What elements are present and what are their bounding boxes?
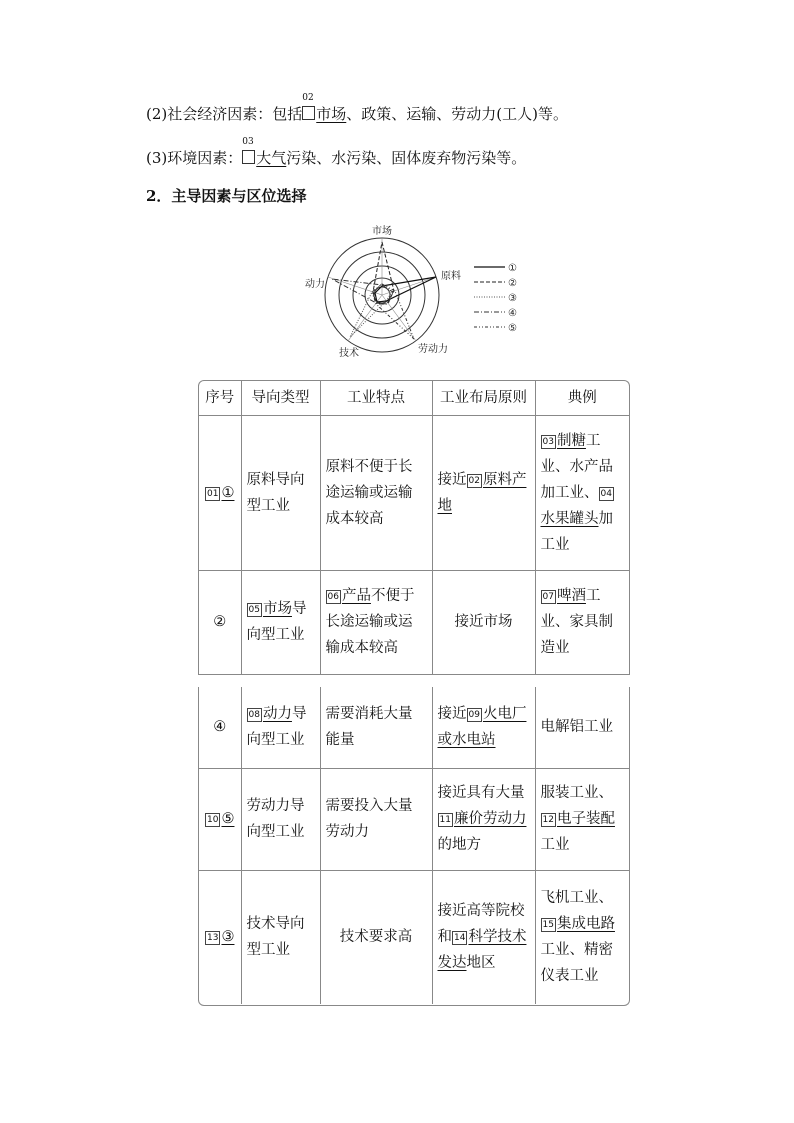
- blank-number: 12: [542, 815, 554, 825]
- axis-label-raw-material: 原料: [441, 271, 461, 282]
- blank-box: [242, 150, 255, 164]
- header-label: 导向类型: [251, 389, 310, 406]
- header-label: 工业特点: [347, 389, 405, 406]
- cell-text: 接近市场: [454, 614, 513, 630]
- blank-number: 11: [439, 815, 451, 825]
- blank-number: 08: [248, 710, 260, 721]
- row-id-cell: [199, 570, 241, 674]
- feature-cell: [320, 415, 432, 570]
- axis-label-labor: 劳动力: [418, 344, 448, 355]
- cell-text: 需要消耗大量能量: [325, 706, 413, 749]
- blank-number: 06: [327, 592, 339, 602]
- orientation-type-cell: [241, 768, 320, 870]
- table-header-cell: [241, 381, 320, 415]
- table-header-cell: [432, 381, 535, 415]
- answer-blank: [205, 811, 234, 827]
- example-cell: [535, 870, 629, 1004]
- legend-item: ⑤: [508, 323, 517, 334]
- cell-text: 原料导向型工业: [246, 471, 305, 514]
- answer-marker: 03: [242, 148, 256, 168]
- principle-cell: [432, 570, 535, 674]
- legend-item: ①: [508, 263, 517, 274]
- answer-text: 科学技术发达: [437, 929, 527, 972]
- header-label: 工业布局原则: [440, 389, 527, 406]
- cell-text: 工业、精密仪表工业: [540, 942, 613, 985]
- legend-item: ③: [508, 293, 517, 304]
- radar-diagram: [302, 222, 532, 360]
- cell-text: 接近具有大量: [437, 785, 525, 801]
- answer-blank: [247, 601, 292, 617]
- answer-blank: [247, 706, 292, 722]
- row-id-cell: [199, 768, 241, 870]
- axis-label-power: 动力: [305, 279, 325, 290]
- industry-table-part1: [198, 380, 630, 675]
- answer-blank: [326, 588, 371, 604]
- cell-text: 接近: [437, 706, 467, 723]
- blank-number: 15: [542, 920, 554, 931]
- blank-number: 13: [207, 933, 219, 944]
- blank-number: 01: [207, 488, 219, 499]
- cell-text: 不便于长途运输或运输成本较高: [325, 588, 415, 656]
- answer-blank: [205, 929, 234, 945]
- row-id-cell: [199, 687, 241, 768]
- blank-number: 10: [207, 815, 219, 825]
- legend-item: ②: [508, 278, 517, 289]
- answer-text: 电子装配: [556, 811, 615, 827]
- header-label: 典例: [567, 389, 597, 406]
- cell-text: 技术导向型工业: [246, 916, 305, 959]
- answer-blank: [205, 485, 234, 501]
- example-cell: [535, 415, 629, 570]
- answer-text: 制糖: [556, 432, 586, 449]
- answer-blank: [438, 811, 527, 827]
- row-id: ③: [221, 929, 235, 946]
- legend-item: ④: [508, 308, 517, 319]
- answer-blank: [541, 588, 586, 604]
- example-cell: [535, 687, 629, 768]
- cell-text: 电解铝工业: [540, 719, 613, 736]
- blank-number: 02: [468, 475, 480, 486]
- cell-text: 导向型工业: [246, 601, 307, 643]
- cell-text: 工业: [540, 837, 570, 853]
- orientation-type-cell: [241, 870, 320, 1004]
- row-id: ⑤: [221, 811, 235, 827]
- table-header-cell: [535, 381, 629, 415]
- answer-text: 市场: [262, 601, 292, 617]
- principle-cell: [432, 768, 535, 870]
- answer-text: 动力: [262, 706, 292, 723]
- cell-text: 技术要求高: [339, 929, 413, 946]
- answer-marker: 02: [302, 104, 316, 124]
- table-header-row: [199, 381, 629, 415]
- answer-blank: [541, 916, 615, 932]
- radar-legend: [474, 263, 517, 334]
- blank-number: 14: [454, 933, 466, 944]
- cell-text: 飞机工业、: [540, 890, 613, 907]
- paragraph-social-economic: (2)社会经济因素：包括 02 市场、政策、运输、劳动力(工人)等。: [146, 93, 568, 123]
- blank-box: [302, 106, 315, 120]
- principle-cell: [432, 415, 535, 570]
- blank-number: 03: [542, 436, 554, 447]
- principle-cell: [432, 687, 535, 768]
- cell-text: 原料不便于长途运输或运输成本较高: [325, 458, 413, 527]
- answer-text: 水果罐头: [540, 510, 599, 527]
- axis-label-technology: 技术: [339, 348, 359, 359]
- feature-cell: [320, 768, 432, 870]
- cell-text: 的地方: [437, 837, 481, 853]
- cell-text: 接近高等院校和: [437, 903, 525, 946]
- table-row: [199, 870, 629, 1004]
- answer-blank: [541, 811, 615, 827]
- industry-table-part2: [198, 687, 630, 1006]
- row-id: ②: [213, 614, 227, 630]
- radar-spokes: [328, 238, 436, 341]
- table-row: [199, 687, 629, 768]
- principle-cell: [432, 870, 535, 1004]
- paragraph-environment: (3)环境因素： 03 大气污染、水污染、固体废弃物污染等。: [146, 137, 527, 167]
- cell-text: 劳动力导向型工业: [246, 798, 305, 840]
- answer-blank: [541, 433, 586, 449]
- section-heading: 2．主导因素与区位选择: [146, 187, 307, 205]
- cell-text: 地区: [466, 955, 496, 972]
- cell-text: 工业、水产品加工业、: [540, 432, 613, 501]
- row-id: ④: [213, 719, 227, 736]
- cell-text: 导向型工业: [246, 706, 307, 749]
- blank-number: 04: [600, 488, 612, 499]
- axis-label-market: 市场: [372, 226, 392, 237]
- blank-number: 09: [468, 710, 480, 721]
- header-label: 序号: [205, 389, 235, 406]
- cell-text: 服装工业、: [540, 785, 613, 801]
- table-row: [199, 570, 629, 674]
- row-id: ①: [221, 484, 235, 501]
- example-cell: [535, 570, 629, 674]
- orientation-type-cell: [241, 415, 320, 570]
- blank-number: 05: [248, 605, 260, 615]
- answer-text: 啤酒: [556, 588, 586, 604]
- cell-text: 工业、家具制造业: [540, 588, 613, 656]
- example-cell: [535, 768, 629, 870]
- feature-cell: [320, 687, 432, 768]
- feature-cell: [320, 870, 432, 1004]
- answer-text: 廉价劳动力: [453, 811, 527, 827]
- orientation-type-cell: [241, 687, 320, 768]
- cell-text: 接近: [437, 471, 467, 488]
- table-header-cell: [199, 381, 241, 415]
- table-header-cell: [320, 381, 432, 415]
- cell-text: 需要投入大量劳动力: [325, 798, 413, 840]
- answer-text: 火电厂或水电站: [437, 706, 527, 749]
- feature-cell: [320, 570, 432, 674]
- row-id-cell: [199, 870, 241, 1004]
- answer-text: 产品: [341, 588, 371, 604]
- table-row: [199, 415, 629, 570]
- answer-text: 集成电路: [556, 916, 615, 933]
- table-row: [199, 768, 629, 870]
- row-id-cell: [199, 415, 241, 570]
- cell-text: 加工业: [540, 510, 613, 553]
- blank-number: 07: [542, 592, 554, 602]
- orientation-type-cell: [241, 570, 320, 674]
- answer-text: 原料产地: [437, 471, 527, 514]
